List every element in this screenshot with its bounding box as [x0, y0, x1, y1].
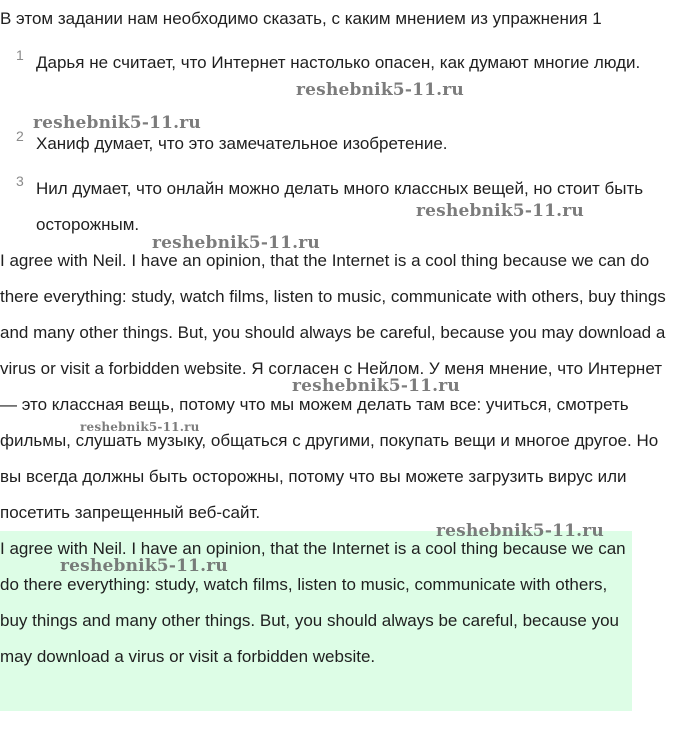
list-item-number: 3 — [16, 173, 24, 189]
watermark: reshebnik5-11.ru — [296, 80, 464, 100]
answer-paragraph: I agree with Neil. I have an opinion, that the Internet is a cool thing because we can do there everything: study, watch films, listen to music, communicate with others, buy things and many other things. But, you should always be careful, because you may download a virus or visit a forbidden website. Я согласен с Нейлом. У меня мнение, что Интернет — это классная вещь, потому что мы можем делать там все: учиться, смотреть фильмы, слушать музыку, общаться с другими, покупать вещи и многое другое. Но вы всегда должны быть осторожны, потому что вы можете загрузить вирус или посетить запрещенный веб-сайт. — [0, 251, 666, 522]
intro-text: В этом задании нам необходимо сказать, с каким мнением из упражнения 1 — [0, 9, 602, 28]
list-item-text: Дарья не считает, что Интернет настолько опасен, как думают многие люди. — [36, 53, 641, 72]
watermark: reshebnik5-11.ru — [80, 420, 200, 434]
watermark: reshebnik5-11.ru — [33, 113, 201, 133]
watermark: reshebnik5-11.ru — [416, 201, 584, 221]
highlighted-answer: I agree with Neil. I have an opinion, that the Internet is a cool thing because we can do there everything: study, watch films, listen to music, communicate with others, buy things and many other things. But, you should always be careful, because you may download a virus or visit a forbidden website. — [0, 539, 626, 666]
watermark: reshebnik5-11.ru — [436, 521, 604, 541]
list-item-text: Нил думает, что онлайн можно делать много классных вещей, но стоит быть осторожным. — [36, 179, 644, 234]
list-item-number: 2 — [16, 128, 24, 144]
watermark: reshebnik5-11.ru — [60, 556, 228, 576]
list-item-text: Ханиф думает, что это замечательное изобретение. — [36, 134, 448, 153]
list-item-number: 1 — [16, 47, 24, 63]
watermark: reshebnik5-11.ru — [292, 376, 460, 396]
watermark: reshebnik5-11.ru — [152, 233, 320, 253]
